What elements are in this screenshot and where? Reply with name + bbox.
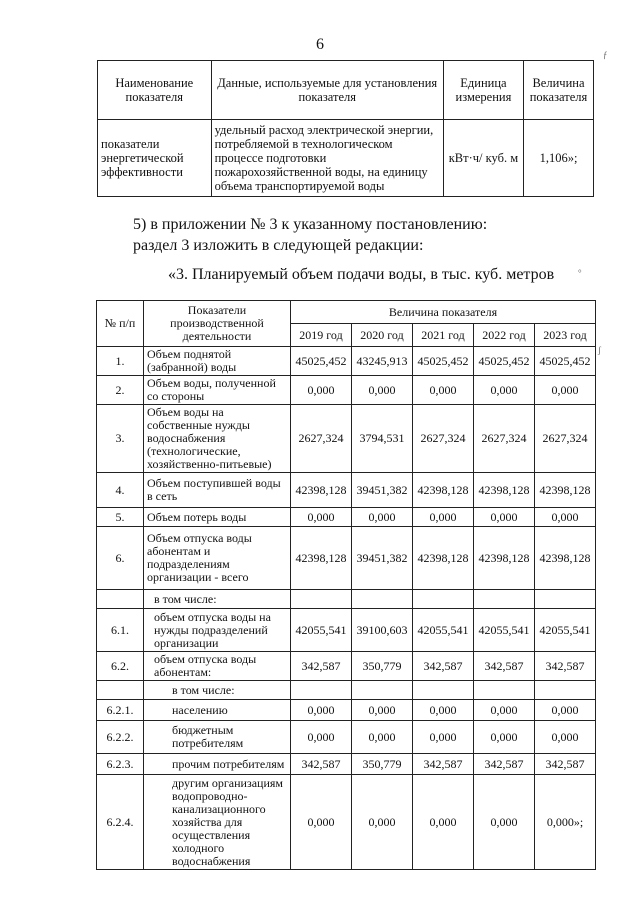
row-value	[413, 681, 474, 700]
table-row	[97, 775, 596, 870]
table-row	[97, 609, 596, 652]
table-row	[97, 508, 596, 527]
row-value: 0,000	[291, 775, 352, 870]
row-value: 39451,382	[352, 473, 413, 508]
table-row	[97, 376, 596, 405]
row-value: 0,000	[291, 721, 352, 754]
row-value: 42055,541	[535, 609, 596, 652]
row-indicator-name: Объем поступившей воды в сеть	[144, 473, 291, 508]
row-value: 342,587	[474, 754, 535, 775]
row-value	[474, 681, 535, 700]
row-value: 42055,541	[474, 609, 535, 652]
row-value	[352, 681, 413, 700]
row-indicator-name: Объем поднятой (забранной) воды	[144, 347, 291, 376]
row-value: 45025,452	[413, 347, 474, 376]
row-value: 0,000	[352, 508, 413, 527]
row-value: 342,587	[413, 652, 474, 681]
row-value: 43245,913	[352, 347, 413, 376]
row-value: 42398,128	[413, 527, 474, 590]
row-value: 42398,128	[535, 527, 596, 590]
row-value: 0,000	[474, 508, 535, 527]
row-indicator-name: объем отпуска воды на нужды подразделений организации	[144, 609, 291, 652]
header-number: № п/п	[97, 301, 144, 347]
indicator-table	[97, 60, 594, 197]
row-number: 5.	[97, 508, 144, 527]
row-indicator-name: в том числе:	[144, 681, 291, 700]
row-indicator-name: другим организациям водопроводно-канализационного хозяйства для осуществления холодного водоснабжения	[144, 775, 291, 870]
row-value	[352, 590, 413, 609]
row-value: 0,000	[413, 700, 474, 721]
margin-mark: ƒ	[603, 50, 608, 60]
header-unit: Единица измерения	[443, 61, 523, 120]
row-number: 6.2.3.	[97, 754, 144, 775]
row-number: 6.1.	[97, 609, 144, 652]
row-indicator-name: бюджетным потребителям	[144, 721, 291, 754]
table-row	[97, 405, 596, 473]
row-indicator-name: Объем потерь воды	[144, 508, 291, 527]
row-value: 350,779	[352, 652, 413, 681]
row-number: 4.	[97, 473, 144, 508]
row-indicator-name: Объем воды на собственные нужды водоснабжения (технологические, хозяйственно-питьевые)	[144, 405, 291, 473]
row-value: 0,000	[535, 508, 596, 527]
row-indicator-name: населению	[144, 700, 291, 721]
year-header: 2020 год	[352, 324, 413, 347]
amendment-line-1: 5) в приложении № 3 к указанному постановлению:	[133, 216, 488, 233]
header-indicators: Показатели производственной деятельности	[144, 301, 291, 347]
row-value: 2627,324	[291, 405, 352, 473]
row-number: 2.	[97, 376, 144, 405]
year-header: 2023 год	[535, 324, 596, 347]
row-value: 45025,452	[474, 347, 535, 376]
indicator-value: 1,106»;	[523, 120, 593, 197]
row-value	[535, 590, 596, 609]
row-value: 342,587	[474, 652, 535, 681]
row-value: 342,587	[291, 754, 352, 775]
row-number: 1.	[97, 347, 144, 376]
row-value: 0,000	[474, 721, 535, 754]
row-indicator-name: объем отпуска воды абонентам:	[144, 652, 291, 681]
year-header: 2021 год	[413, 324, 474, 347]
indicator-name: показатели энергетической эффективности	[98, 120, 212, 197]
row-number: 6.	[97, 527, 144, 590]
row-indicator-name: Объем воды, полученной со стороны	[144, 376, 291, 405]
row-value: 0,000	[291, 376, 352, 405]
row-indicator-name: прочим потребителям	[144, 754, 291, 775]
row-value: 350,779	[352, 754, 413, 775]
row-value: 0,000	[535, 700, 596, 721]
table-header-row	[97, 301, 596, 324]
row-number: 6.2.4.	[97, 775, 144, 870]
row-value: 0,000	[474, 700, 535, 721]
table-row	[97, 590, 596, 609]
row-value: 0,000	[535, 376, 596, 405]
row-number: 3.	[97, 405, 144, 473]
row-value	[291, 590, 352, 609]
row-value: 45025,452	[291, 347, 352, 376]
row-value: 0,000	[413, 376, 474, 405]
row-value: 2627,324	[474, 405, 535, 473]
row-value: 0,000	[474, 376, 535, 405]
header-name: Наименование показателя	[98, 61, 212, 120]
row-value: 42055,541	[413, 609, 474, 652]
water-supply-table	[96, 300, 596, 870]
row-value	[535, 681, 596, 700]
row-value: 42398,128	[291, 473, 352, 508]
row-value: 0,000	[413, 508, 474, 527]
table-row	[97, 721, 596, 754]
row-number	[97, 681, 144, 700]
row-indicator-name: в том числе:	[144, 590, 291, 609]
row-value: 2627,324	[535, 405, 596, 473]
row-value: 0,000	[291, 508, 352, 527]
row-value: 2627,324	[413, 405, 474, 473]
row-value: 342,587	[535, 652, 596, 681]
row-value: 42398,128	[291, 527, 352, 590]
header-data: Данные, используемые для установления показателя	[211, 61, 443, 120]
indicator-table-header	[98, 61, 594, 120]
margin-mark: ʃ	[598, 345, 601, 355]
header-value: Величина показателя	[523, 61, 593, 120]
row-value: 0,000	[352, 775, 413, 870]
row-value	[474, 590, 535, 609]
indicator-data: удельный расход электрической энергии, потребляемой в технологическом процессе подготовки пожарохозяйственной воды, на единицу объема транспортируемой воды	[211, 120, 443, 197]
row-value: 342,587	[413, 754, 474, 775]
row-value	[413, 590, 474, 609]
row-value: 3794,531	[352, 405, 413, 473]
row-value: 0,000	[413, 775, 474, 870]
row-value: 0,000	[352, 700, 413, 721]
row-value: 0,000	[474, 775, 535, 870]
row-number: 6.2.2.	[97, 721, 144, 754]
row-value: 39451,382	[352, 527, 413, 590]
table-row	[97, 527, 596, 590]
amendment-line-2: раздел 3 изложить в следующей редакции:	[133, 237, 424, 254]
row-value: 39100,603	[352, 609, 413, 652]
indicator-unit: кВт·ч/ куб. м	[443, 120, 523, 197]
indicator-row	[98, 120, 594, 197]
row-number: 6.2.	[97, 652, 144, 681]
table-row	[97, 473, 596, 508]
row-value: 0,000	[291, 700, 352, 721]
row-value: 0,000	[413, 721, 474, 754]
row-value: 0,000	[352, 721, 413, 754]
table-row	[97, 754, 596, 775]
section-title: «3. Планируемый объем подачи воды, в тыс. куб. метров	[168, 266, 555, 283]
row-value: 42398,128	[474, 527, 535, 590]
row-number	[97, 590, 144, 609]
row-indicator-name: Объем отпуска воды абонентам и подразделениям организации - всего	[144, 527, 291, 590]
page-number: 6	[316, 36, 324, 53]
table-row	[97, 700, 596, 721]
row-number: 6.2.1.	[97, 700, 144, 721]
row-value: 342,587	[535, 754, 596, 775]
year-header: 2019 год	[291, 324, 352, 347]
row-value: 42055,541	[291, 609, 352, 652]
row-value: 45025,452	[535, 347, 596, 376]
year-header: 2022 год	[474, 324, 535, 347]
header-value-group: Величина показателя	[291, 301, 596, 324]
row-value: 42398,128	[474, 473, 535, 508]
row-value: 342,587	[291, 652, 352, 681]
table-row	[97, 347, 596, 376]
row-value: 42398,128	[535, 473, 596, 508]
table-row	[97, 681, 596, 700]
table-row	[97, 652, 596, 681]
row-value: 0,000	[352, 376, 413, 405]
row-value: 0,000»;	[535, 775, 596, 870]
margin-mark: °	[578, 268, 582, 278]
row-value: 42398,128	[413, 473, 474, 508]
row-value: 0,000	[535, 721, 596, 754]
row-value	[291, 681, 352, 700]
